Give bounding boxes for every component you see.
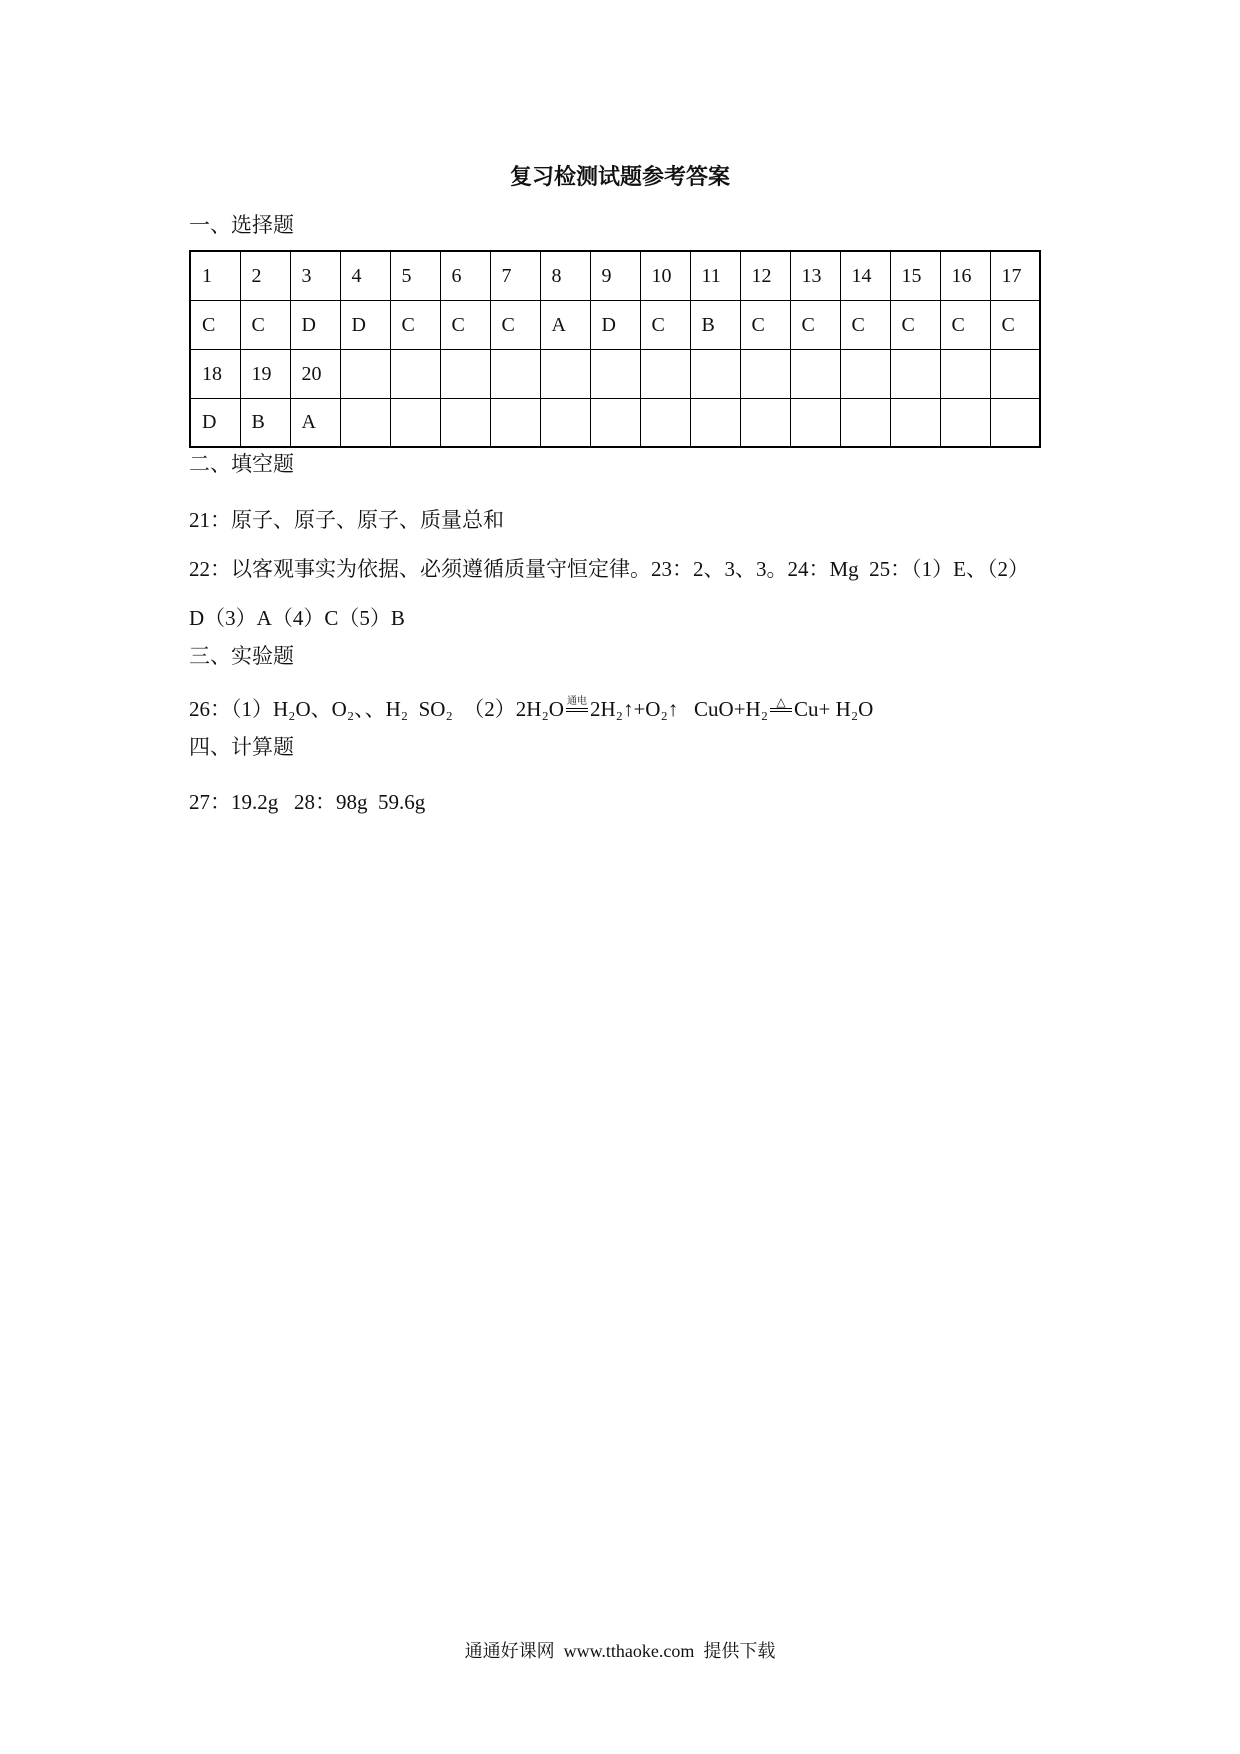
empty-cell xyxy=(690,349,740,398)
section-heading-experiment: 三、实验题 xyxy=(189,644,294,668)
answer-line-25-cont: D（3）A（4）C（5）B xyxy=(189,606,405,630)
answer-cell: C xyxy=(740,300,790,349)
empty-cell xyxy=(340,398,390,447)
equation-2-reactant: CuO+H₂ xyxy=(678,697,769,721)
question-number-cell: 11 xyxy=(690,251,740,300)
empty-cell xyxy=(890,349,940,398)
reaction-condition-electrolysis xyxy=(564,697,590,721)
empty-cell xyxy=(340,349,390,398)
question-number-cell: 12 xyxy=(740,251,790,300)
question-number-cell: 17 xyxy=(990,251,1040,300)
question-number-cell: 15 xyxy=(890,251,940,300)
equation-1-product: 2H₂↑+O₂↑ xyxy=(589,697,679,721)
answer-26-part1: 26：（1）H₂O、O₂、、H₂ SO₂ xyxy=(189,697,453,721)
empty-cell xyxy=(990,398,1040,447)
question-number-cell: 1 xyxy=(190,251,240,300)
empty-cell xyxy=(640,398,690,447)
answer-cell: D xyxy=(190,398,240,447)
empty-cell xyxy=(940,349,990,398)
heating-triangle-icon: △ xyxy=(776,695,786,709)
table-row xyxy=(190,349,1040,398)
question-number-cell: 14 xyxy=(840,251,890,300)
empty-cell xyxy=(590,398,640,447)
empty-cell xyxy=(690,398,740,447)
answer-cell: C xyxy=(840,300,890,349)
page-footer: 通通好课网 www.tthaoke.com 提供下载 xyxy=(464,1641,776,1661)
question-number-cell: 16 xyxy=(940,251,990,300)
empty-cell xyxy=(840,349,890,398)
empty-cell xyxy=(490,349,540,398)
table-row xyxy=(190,251,1040,300)
empty-cell xyxy=(740,398,790,447)
answer-26-part2-label: （2） xyxy=(452,697,516,721)
empty-cell xyxy=(490,398,540,447)
answer-cell: C xyxy=(990,300,1040,349)
question-number-cell: 5 xyxy=(390,251,440,300)
answer-cell: A xyxy=(540,300,590,349)
question-number-cell: 9 xyxy=(590,251,640,300)
section-heading-calc: 四、计算题 xyxy=(189,735,294,759)
answer-cell: C xyxy=(640,300,690,349)
empty-cell xyxy=(790,349,840,398)
answer-line-22-25: 22：以客观事实为依据、必须遵循质量守恒定律。23：2、3、3。24：Mg 25：（1）E、（2） xyxy=(189,557,1029,581)
empty-cell xyxy=(840,398,890,447)
answer-cell: C xyxy=(390,300,440,349)
question-number-cell: 6 xyxy=(440,251,490,300)
answer-cell: C xyxy=(790,300,840,349)
equation-1-reactant: 2H₂O xyxy=(515,697,564,721)
empty-cell xyxy=(890,398,940,447)
empty-cell xyxy=(990,349,1040,398)
table-row xyxy=(190,398,1040,447)
equation-2-product: Cu+ H₂O xyxy=(794,697,874,721)
question-number-cell: 19 xyxy=(240,349,290,398)
answer-table xyxy=(189,250,1041,448)
empty-cell xyxy=(390,349,440,398)
question-number-cell: 3 xyxy=(290,251,340,300)
answer-cell: A xyxy=(290,398,340,447)
empty-cell xyxy=(540,349,590,398)
empty-cell xyxy=(540,398,590,447)
answer-cell: C xyxy=(940,300,990,349)
answer-line-26 xyxy=(189,697,873,721)
answer-cell: D xyxy=(290,300,340,349)
empty-cell xyxy=(940,398,990,447)
section-heading-fill: 二、填空题 xyxy=(189,452,294,476)
empty-cell xyxy=(590,349,640,398)
equals-sign-icon xyxy=(566,708,588,712)
answer-cell: B xyxy=(240,398,290,447)
question-number-cell: 4 xyxy=(340,251,390,300)
answer-cell: B xyxy=(690,300,740,349)
answer-line-27-28: 27：19.2g 28：98g 59.6g xyxy=(189,790,426,814)
answer-cell: D xyxy=(340,300,390,349)
empty-cell xyxy=(790,398,840,447)
answer-cell: C xyxy=(490,300,540,349)
answer-line-21: 21：原子、原子、原子、质量总和 xyxy=(189,508,504,532)
answer-cell: D xyxy=(590,300,640,349)
answer-cell: C xyxy=(240,300,290,349)
question-number-cell: 20 xyxy=(290,349,340,398)
empty-cell xyxy=(390,398,440,447)
empty-cell xyxy=(640,349,690,398)
page-title: 复习检测试题参考答案 xyxy=(509,164,730,189)
answer-cell: C xyxy=(190,300,240,349)
empty-cell xyxy=(440,349,490,398)
section-heading-choice: 一、选择题 xyxy=(189,213,294,237)
question-number-cell: 13 xyxy=(790,251,840,300)
empty-cell xyxy=(740,349,790,398)
equals-sign-icon xyxy=(770,708,792,712)
table-row xyxy=(190,300,1040,349)
reaction-condition-heating xyxy=(768,697,794,721)
question-number-cell: 8 xyxy=(540,251,590,300)
condition-label: 通电 xyxy=(566,696,587,707)
question-number-cell: 7 xyxy=(490,251,540,300)
answer-cell: C xyxy=(440,300,490,349)
empty-cell xyxy=(440,398,490,447)
question-number-cell: 18 xyxy=(190,349,240,398)
answer-cell: C xyxy=(890,300,940,349)
question-number-cell: 10 xyxy=(640,251,690,300)
question-number-cell: 2 xyxy=(240,251,290,300)
